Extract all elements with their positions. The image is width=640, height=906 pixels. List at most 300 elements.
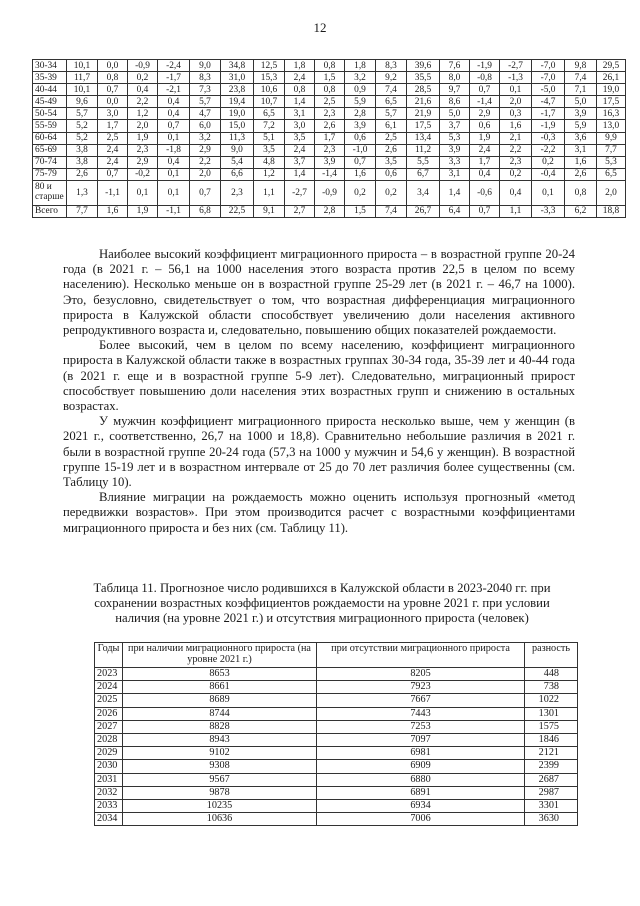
table-11-caption: Таблица 11. Прогнозное число родившихся в Калужской области в 2023-2040 гг. при сохранении возрастных коэффициентов рождаемости на уровне 2021 г. при условии наличия (на уровне 2021 г.) и отсутствия миграционного прироста (человек)	[93, 581, 551, 626]
value-cell: 2,5	[376, 132, 407, 144]
with-migration-cell: 8689	[123, 694, 317, 707]
value-cell: 0,1	[128, 180, 158, 205]
value-cell: 0,2	[376, 180, 407, 205]
value-cell: 9,6	[67, 96, 98, 108]
value-cell: 39,6	[407, 60, 440, 72]
value-cell: 0,8	[285, 84, 315, 96]
value-cell: 0,7	[345, 156, 376, 168]
age-group-cell: 35-39	[33, 72, 67, 84]
value-cell: 0,4	[158, 108, 190, 120]
table-header-row	[95, 643, 578, 668]
value-cell: 3,5	[376, 156, 407, 168]
value-cell: 5,1	[254, 132, 285, 144]
value-cell: 0,7	[470, 205, 500, 217]
table-row	[95, 773, 578, 786]
value-cell: 1,9	[470, 132, 500, 144]
value-cell: 0,8	[565, 180, 597, 205]
without-migration-cell: 6909	[317, 760, 525, 773]
value-cell: 19,0	[597, 84, 626, 96]
table-row	[33, 205, 626, 217]
value-cell: 3,4	[407, 180, 440, 205]
value-cell: 2,6	[565, 168, 597, 180]
year-cell: 2031	[95, 773, 123, 786]
value-cell: 0,1	[158, 132, 190, 144]
value-cell: 9,1	[254, 205, 285, 217]
column-header-difference: разность	[525, 643, 578, 668]
year-cell: 2024	[95, 681, 123, 694]
table-row	[33, 132, 626, 144]
value-cell: 9,8	[565, 60, 597, 72]
value-cell: 18,8	[597, 205, 626, 217]
table-row	[95, 681, 578, 694]
value-cell: 3,7	[440, 120, 470, 132]
value-cell: 3,0	[98, 108, 128, 120]
value-cell: 9,0	[190, 60, 221, 72]
with-migration-cell: 8653	[123, 668, 317, 681]
year-cell: 2026	[95, 707, 123, 720]
age-group-cell: 45-49	[33, 96, 67, 108]
value-cell: 0,2	[128, 72, 158, 84]
difference-cell: 2399	[525, 760, 578, 773]
value-cell: 3,0	[285, 120, 315, 132]
value-cell: -1,0	[345, 144, 376, 156]
age-group-cell: 55-59	[33, 120, 67, 132]
value-cell: 6,5	[597, 168, 626, 180]
value-cell: 1,7	[470, 156, 500, 168]
value-cell: -1,1	[98, 180, 128, 205]
value-cell: 0,1	[158, 168, 190, 180]
value-cell: -2,7	[500, 60, 532, 72]
births-forecast-table	[94, 642, 578, 826]
without-migration-cell: 6891	[317, 786, 525, 799]
value-cell: 5,3	[440, 132, 470, 144]
value-cell: 3,2	[190, 132, 221, 144]
value-cell: 7,1	[565, 84, 597, 96]
table-row	[33, 144, 626, 156]
value-cell: 8,3	[190, 72, 221, 84]
age-group-cell: 30-34	[33, 60, 67, 72]
year-cell: 2032	[95, 786, 123, 799]
value-cell: 1,2	[128, 108, 158, 120]
column-header-year: Годы	[95, 643, 123, 668]
with-migration-cell: 8828	[123, 720, 317, 733]
value-cell: -2,7	[285, 180, 315, 205]
value-cell: 26,1	[597, 72, 626, 84]
table-row	[95, 707, 578, 720]
difference-cell: 1301	[525, 707, 578, 720]
value-cell: 4,8	[254, 156, 285, 168]
value-cell: 0,7	[190, 180, 221, 205]
value-cell: 9,2	[376, 72, 407, 84]
age-group-cell: 80 и старше	[33, 180, 67, 205]
value-cell: 0,7	[98, 84, 128, 96]
value-cell: 0,1	[500, 84, 532, 96]
value-cell: 2,0	[500, 96, 532, 108]
value-cell: 5,9	[565, 120, 597, 132]
value-cell: 7,2	[254, 120, 285, 132]
value-cell: -1,4	[315, 168, 345, 180]
value-cell: 2,3	[315, 144, 345, 156]
value-cell: -0,2	[128, 168, 158, 180]
with-migration-cell: 10235	[123, 799, 317, 812]
difference-cell: 2987	[525, 786, 578, 799]
table-row	[33, 120, 626, 132]
age-group-cell: Всего	[33, 205, 67, 217]
value-cell: 0,1	[158, 180, 190, 205]
value-cell: -1,9	[532, 120, 565, 132]
table-row	[33, 72, 626, 84]
year-cell: 2030	[95, 760, 123, 773]
table-row	[95, 813, 578, 826]
value-cell: 5,7	[67, 108, 98, 120]
value-cell: 0,2	[500, 168, 532, 180]
value-cell: 1,9	[128, 205, 158, 217]
with-migration-cell: 10636	[123, 813, 317, 826]
value-cell: 6,0	[190, 120, 221, 132]
value-cell: 12,5	[254, 60, 285, 72]
value-cell: 5,9	[345, 96, 376, 108]
value-cell: 6,6	[221, 168, 254, 180]
table-row	[33, 168, 626, 180]
value-cell: 1,3	[67, 180, 98, 205]
value-cell: 1,6	[565, 156, 597, 168]
value-cell: -0,4	[532, 168, 565, 180]
value-cell: -1,1	[158, 205, 190, 217]
table-row	[95, 786, 578, 799]
without-migration-cell: 7667	[317, 694, 525, 707]
value-cell: 15,3	[254, 72, 285, 84]
value-cell: 7,4	[565, 72, 597, 84]
table-row	[95, 733, 578, 746]
value-cell: 3,5	[285, 132, 315, 144]
value-cell: 9,0	[221, 144, 254, 156]
age-group-cell: 70-74	[33, 156, 67, 168]
value-cell: 3,8	[67, 144, 98, 156]
value-cell: 1,4	[285, 168, 315, 180]
table-row	[33, 180, 626, 205]
without-migration-cell: 7097	[317, 733, 525, 746]
value-cell: -7,0	[532, 60, 565, 72]
value-cell: 2,4	[285, 72, 315, 84]
value-cell: 3,6	[565, 132, 597, 144]
value-cell: 3,5	[254, 144, 285, 156]
value-cell: 2,0	[190, 168, 221, 180]
difference-cell: 3301	[525, 799, 578, 812]
value-cell: 2,2	[190, 156, 221, 168]
value-cell: 31,0	[221, 72, 254, 84]
value-cell: 0,2	[345, 180, 376, 205]
value-cell: 0,6	[376, 168, 407, 180]
value-cell: 5,2	[67, 132, 98, 144]
value-cell: 0,2	[532, 156, 565, 168]
value-cell: 3,9	[315, 156, 345, 168]
table-row	[33, 156, 626, 168]
value-cell: 9,9	[597, 132, 626, 144]
value-cell: 5,0	[440, 108, 470, 120]
value-cell: 2,9	[470, 108, 500, 120]
value-cell: 0,4	[158, 156, 190, 168]
value-cell: -1,4	[470, 96, 500, 108]
with-migration-cell: 8661	[123, 681, 317, 694]
value-cell: 3,9	[345, 120, 376, 132]
year-cell: 2033	[95, 799, 123, 812]
value-cell: 3,9	[565, 108, 597, 120]
table-row	[95, 720, 578, 733]
value-cell: 7,4	[376, 205, 407, 217]
value-cell: 19,0	[221, 108, 254, 120]
value-cell: 2,3	[500, 156, 532, 168]
value-cell: -1,7	[532, 108, 565, 120]
without-migration-cell: 6981	[317, 747, 525, 760]
value-cell: 3,3	[440, 156, 470, 168]
value-cell: 5,7	[376, 108, 407, 120]
value-cell: 26,7	[407, 205, 440, 217]
table-row	[95, 694, 578, 707]
value-cell: 7,4	[376, 84, 407, 96]
value-cell: -2,2	[532, 144, 565, 156]
value-cell: 21,9	[407, 108, 440, 120]
value-cell: 0,0	[98, 60, 128, 72]
value-cell: 11,7	[67, 72, 98, 84]
value-cell: 3,1	[565, 144, 597, 156]
difference-cell: 1575	[525, 720, 578, 733]
value-cell: 0,4	[470, 168, 500, 180]
with-migration-cell: 9308	[123, 760, 317, 773]
age-group-cell: 40-44	[33, 84, 67, 96]
value-cell: 2,4	[470, 144, 500, 156]
value-cell: 2,2	[128, 96, 158, 108]
value-cell: 3,8	[67, 156, 98, 168]
value-cell: 1,4	[285, 96, 315, 108]
column-header-with-migration: при наличии миграционного прироста (на уровне 2021 г.)	[123, 643, 317, 668]
table-row	[33, 96, 626, 108]
value-cell: 2,0	[597, 180, 626, 205]
value-cell: 2,4	[98, 156, 128, 168]
value-cell: 10,6	[254, 84, 285, 96]
without-migration-cell: 7253	[317, 720, 525, 733]
value-cell: 0,8	[98, 72, 128, 84]
value-cell: 0,7	[158, 120, 190, 132]
value-cell: 10,1	[67, 60, 98, 72]
value-cell: 13,0	[597, 120, 626, 132]
value-cell: 1,6	[500, 120, 532, 132]
value-cell: 4,7	[190, 108, 221, 120]
value-cell: 1,6	[345, 168, 376, 180]
value-cell: 17,5	[407, 120, 440, 132]
without-migration-cell: 7923	[317, 681, 525, 694]
value-cell: 2,8	[315, 205, 345, 217]
value-cell: 11,2	[407, 144, 440, 156]
value-cell: 0,0	[98, 96, 128, 108]
table-row	[33, 108, 626, 120]
without-migration-cell: 7443	[317, 707, 525, 720]
value-cell: 9,7	[440, 84, 470, 96]
value-cell: 1,8	[285, 60, 315, 72]
value-cell: 2,4	[285, 144, 315, 156]
value-cell: 1,5	[315, 72, 345, 84]
value-cell: 5,3	[597, 156, 626, 168]
value-cell: 2,3	[315, 108, 345, 120]
column-header-without-migration: при отсутствии миграционного прироста	[317, 643, 525, 668]
value-cell: 0,7	[470, 84, 500, 96]
difference-cell: 1022	[525, 694, 578, 707]
page-number: 12	[313, 20, 327, 35]
value-cell: -1,3	[500, 72, 532, 84]
value-cell: 1,1	[254, 180, 285, 205]
value-cell: 29,5	[597, 60, 626, 72]
value-cell: 2,5	[315, 96, 345, 108]
value-cell: 7,7	[597, 144, 626, 156]
table-row	[33, 60, 626, 72]
value-cell: 6,2	[565, 205, 597, 217]
age-group-cell: 60-64	[33, 132, 67, 144]
value-cell: 11,3	[221, 132, 254, 144]
value-cell: 2,5	[98, 132, 128, 144]
value-cell: 22,5	[221, 205, 254, 217]
difference-cell: 448	[525, 668, 578, 681]
value-cell: 2,8	[345, 108, 376, 120]
table-row	[33, 84, 626, 96]
value-cell: 17,5	[597, 96, 626, 108]
value-cell: 2,6	[315, 120, 345, 132]
paragraph: Более высокий, чем в целом по всему населению, коэффициент миграционного прироста в Калужской области также в возрастных группах 30-34 года, 35-39 лет и 40-44 года (в 2021 г. еще и в возрастной группе 5-9 лет). Следовательно, миграционный прирост способствует повышению доли населения этих возрастных групп и снижению в остальных возрастах.	[63, 338, 575, 414]
table-row	[95, 668, 578, 681]
value-cell: 7,3	[190, 84, 221, 96]
value-cell: 0,8	[315, 84, 345, 96]
value-cell: -0,9	[315, 180, 345, 205]
value-cell: 6,7	[407, 168, 440, 180]
value-cell: 2,0	[128, 120, 158, 132]
value-cell: 2,9	[190, 144, 221, 156]
value-cell: -0,3	[532, 132, 565, 144]
value-cell: -2,4	[158, 60, 190, 72]
value-cell: -2,1	[158, 84, 190, 96]
value-cell: 1,7	[98, 120, 128, 132]
value-cell: -1,7	[158, 72, 190, 84]
value-cell: 7,6	[440, 60, 470, 72]
value-cell: 0,7	[98, 168, 128, 180]
with-migration-cell: 9567	[123, 773, 317, 786]
without-migration-cell: 8205	[317, 668, 525, 681]
value-cell: 0,3	[500, 108, 532, 120]
year-cell: 2027	[95, 720, 123, 733]
value-cell: 10,1	[67, 84, 98, 96]
value-cell: 2,7	[285, 205, 315, 217]
value-cell: 1,9	[128, 132, 158, 144]
value-cell: -4,7	[532, 96, 565, 108]
year-cell: 2023	[95, 668, 123, 681]
table-row	[95, 747, 578, 760]
value-cell: -1,9	[470, 60, 500, 72]
value-cell: 1,1	[500, 205, 532, 217]
without-migration-cell: 6880	[317, 773, 525, 786]
value-cell: 2,4	[98, 144, 128, 156]
value-cell: 28,5	[407, 84, 440, 96]
value-cell: 8,3	[376, 60, 407, 72]
without-migration-cell: 6934	[317, 799, 525, 812]
value-cell: 34,8	[221, 60, 254, 72]
value-cell: 0,4	[128, 84, 158, 96]
paragraph: У мужчин коэффициент миграционного прироста несколько выше, чем у женщин (в 2021 г., соответственно, 26,7 на 1000 и 18,8). Сравнительно небольшие различия в 2021 г. были в возрастной группе 20-24 года (57,3 на 1000 у мужчин и 54,6 у женщин). В возрастной группе 15-19 лет и в возрастном интервале от 25 до 70 лет различия более существенны (см. Таблицу 10).	[63, 414, 575, 490]
value-cell: 6,8	[190, 205, 221, 217]
value-cell: 5,2	[67, 120, 98, 132]
age-group-cell: 65-69	[33, 144, 67, 156]
value-cell: -0,8	[470, 72, 500, 84]
value-cell: 2,6	[67, 168, 98, 180]
value-cell: -5,0	[532, 84, 565, 96]
with-migration-cell: 9102	[123, 747, 317, 760]
value-cell: 8,6	[440, 96, 470, 108]
with-migration-cell: 9878	[123, 786, 317, 799]
value-cell: 23,8	[221, 84, 254, 96]
value-cell: 2,2	[500, 144, 532, 156]
value-cell: 3,7	[285, 156, 315, 168]
value-cell: 6,4	[440, 205, 470, 217]
value-cell: -0,9	[128, 60, 158, 72]
value-cell: 5,0	[565, 96, 597, 108]
value-cell: 0,8	[315, 60, 345, 72]
value-cell: 1,7	[315, 132, 345, 144]
value-cell: -3,3	[532, 205, 565, 217]
value-cell: -1,8	[158, 144, 190, 156]
value-cell: 5,7	[190, 96, 221, 108]
year-cell: 2025	[95, 694, 123, 707]
paragraph: Влияние миграции на рождаемость можно оценить используя прогнозный «метод передвижки возрастов». При этом производится расчет с возрастными коэффициентами миграционного прироста и без них (см. Таблицу 11).	[63, 490, 575, 535]
value-cell: 3,1	[440, 168, 470, 180]
value-cell: -7,0	[532, 72, 565, 84]
value-cell: 2,9	[128, 156, 158, 168]
body-text	[63, 247, 575, 536]
value-cell: 2,3	[128, 144, 158, 156]
value-cell: -0,6	[470, 180, 500, 205]
value-cell: 6,5	[376, 96, 407, 108]
value-cell: 6,1	[376, 120, 407, 132]
table-row	[95, 799, 578, 812]
value-cell: 15,0	[221, 120, 254, 132]
value-cell: 0,1	[532, 180, 565, 205]
value-cell: 2,1	[500, 132, 532, 144]
value-cell: 35,5	[407, 72, 440, 84]
paragraph: Наиболее высокий коэффициент миграционного прироста – в возрастной группе 20-24 года (в 2021 г. – 56,1 на 1000 населения этого возраста против 22,5 в целом по всему населению). Несколько меньше он в возрастной группе 25-29 лет (в 2021 г. – 46,7 на 1000). Это, безусловно, свидетельствует о том, что возрастная дифференциация миграционного прироста в Калужской области способствует увеличению доли населения активного репродуктивного возраста и, следовательно, повышению общих показателей рождаемости.	[63, 247, 575, 338]
migration-coefficients-table	[32, 59, 626, 218]
age-group-cell: 50-54	[33, 108, 67, 120]
value-cell: 1,8	[345, 60, 376, 72]
value-cell: 19,4	[221, 96, 254, 108]
value-cell: 5,4	[221, 156, 254, 168]
difference-cell: 1846	[525, 733, 578, 746]
value-cell: 1,4	[440, 180, 470, 205]
value-cell: 0,4	[500, 180, 532, 205]
without-migration-cell: 7006	[317, 813, 525, 826]
value-cell: 3,9	[440, 144, 470, 156]
value-cell: 6,5	[254, 108, 285, 120]
year-cell: 2029	[95, 747, 123, 760]
difference-cell: 3630	[525, 813, 578, 826]
value-cell: 13,4	[407, 132, 440, 144]
difference-cell: 2121	[525, 747, 578, 760]
with-migration-cell: 8744	[123, 707, 317, 720]
difference-cell: 738	[525, 681, 578, 694]
with-migration-cell: 8943	[123, 733, 317, 746]
value-cell: 2,6	[376, 144, 407, 156]
difference-cell: 2687	[525, 773, 578, 786]
table-row	[95, 760, 578, 773]
value-cell: 0,9	[345, 84, 376, 96]
value-cell: 3,2	[345, 72, 376, 84]
value-cell: 2,3	[221, 180, 254, 205]
value-cell: 16,3	[597, 108, 626, 120]
value-cell: 0,6	[345, 132, 376, 144]
